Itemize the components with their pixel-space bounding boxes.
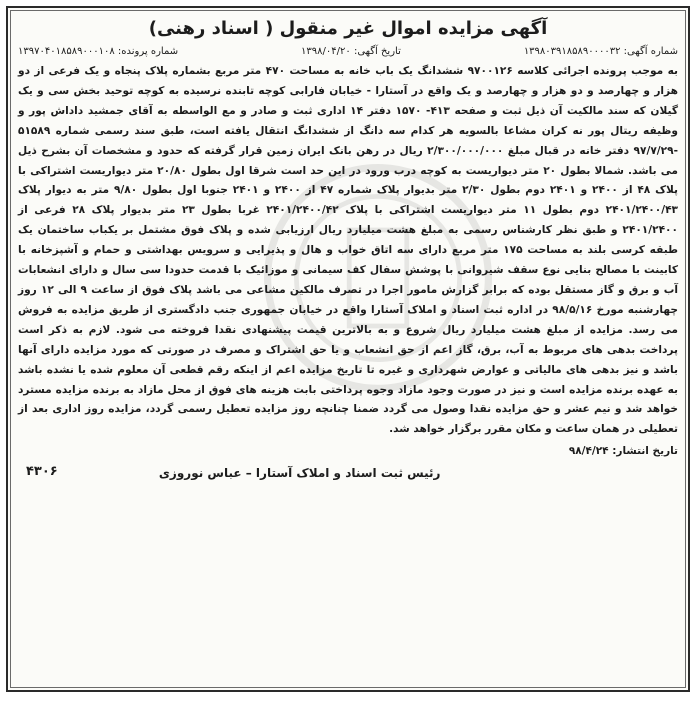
notice-meta	[18, 44, 678, 60]
notice-body: به موجب پرونده اجرائی کلاسه ۹۷۰۰۱۲۶ ششدانگ یک باب خانه به مساحت ۴۷۰ متر مربع بشماره پلاک پنجاه و یک فرعی از دو هزار و چهارصد و دو هزار و چهارصد و یک واقع در آستارا - خیابان فارابی کوچه تابنده نرسیده به کوچه توحید بخش سی و یک گیلان که سند مالکیت آن ذیل ثبت و صفحه ۴۱۳- ۱۵۷۰ دفتر ۱۴ اداری ثبت و صادر و مع الواسطه به آقای جمشید داداش پور و وظیفه ریتال پور نه کران مشاعا بالسویه هر کدام سه دانگ از ششدانگ انتقال یافته است، طبق سند رسمی شماره ۵۱۵۸۹ -۹۷/۷/۲۹ دفتر خانه در قبال مبلغ ۲/۳۰۰/۰۰۰/۰۰۰ ریال در رهن بانک ایران زمین قرار گرفته که حدود و مشخصات آن بشرح ذیل می باشد. شمالا بطول ۲۰ متر دیواریست به کوچه درب ورود در این حد است شرقا اول بطول ۲۰/۸۰ متر دیواریست اشتراکی با پلاک ۴۸ از ۲۴۰۰ و ۲۴۰۱ دوم بطول ۲/۳۰ متر بدیوار پلاک شماره ۴۷ از ۲۴۰۰ و ۲۴۰۱ جنوبا اول بطول ۹/۸۰ متر به دیوار پلاک ۲۴۰۱/۲۴۰۰/۴۳ دوم بطول ۱۱ متر دیواریست اشتراکی با پلاک ۲۴۰۱/۲۴۰۰/۴۲ غربا بطول ۲۳ متر بدیوار پلاک ۲۸ فرعی از ۲۴۰۱/۲۴۰۰ و طبق نظر کارشناس رسمی به مبلغ هشت میلیارد ریال ارزیابی شده و پلاک فوق مشتمل بر یکباب ساختمان یک طبقه کرسی بلند به مساحت ۱۷۵ متر مربع دارای سه اتاق خواب و هال و پذیرایی و سرویس بهداشتی و حمام و آشپزخانه با کابینت با مصالح بنایی نوع سقف شیروانی با پوشش سفال کف سیمانی و موزائیک با قدمت حدودا سی سال و دارای انشعابات آب و برق و گاز مستقل بوده که برابر گزارش مامور اجرا در تصرف مالکین مشاعی می باشد پلاک فوق از ساعت ۹ الی ۱۲ روز چهارشنبه مورخ ۹۸/۵/۱۶ در اداره ثبت اسناد و املاک آستارا واقع در خیابان جمهوری جنب دادگستری از طریق مزایده به فروش می رسد. مزایده از مبلغ هشت میلیارد ریال شروع و به بالاترین قیمت پیشنهادی نقدا فروخته می شود. لازم به ذکر است پرداخت بدهی های مربوط به آب، برق، گاز اعم از حق انشعاب و یا حق اشتراک و مصرف در صورتی که مورد مزایده دارای آنها باشد و نیز بدهی های مالیاتی و عوارض شهرداری و غیره تا تاریخ مزایده اعم از اینکه رقم قطعی آن معلوم شده یا نشده باشد به عهده برنده مزایده است و نیز در صورت وجود مازاد وجوه پرداختی بابت هزینه های فوق از محل مازاد به برنده مزایده مسترد خواهد شد و نیم عشر و حق مزایده نقدا وصول می گردد ضمنا چنانچه روز مزایده تعطیل رسمی گردد، مزایده روز اداری بعد از تعطیلی در همان ساعت و مکان مقرر برگزار خواهد شد.	[18, 65, 679, 436]
document-frame	[6, 6, 690, 692]
footer-row	[18, 464, 678, 488]
ad-code: ۴۳۰۶	[26, 464, 58, 480]
document-content	[18, 16, 678, 684]
document-title: آگهی مزایده اموال غیر منقول ( اسناد رهنی)	[148, 18, 548, 39]
notice-date: تاریخ آگهی: ۱۳۹۸/۰۴/۲۰	[301, 46, 401, 57]
notice-number: شماره آگهی: ۱۳۹۸۰۳۹۱۸۵۸۹۰۰۰۰۳۲	[523, 46, 678, 57]
signature: رئیس ثبت اسناد و املاک آستارا – عباس نوروزی	[158, 466, 441, 481]
publish-date: تاریخ انتشار: ۹۸/۴/۲۴	[568, 445, 678, 458]
file-number: شماره پرونده: ۱۳۹۷۰۴۰۱۸۵۸۹۰۰۰۱۰۸	[18, 46, 179, 57]
